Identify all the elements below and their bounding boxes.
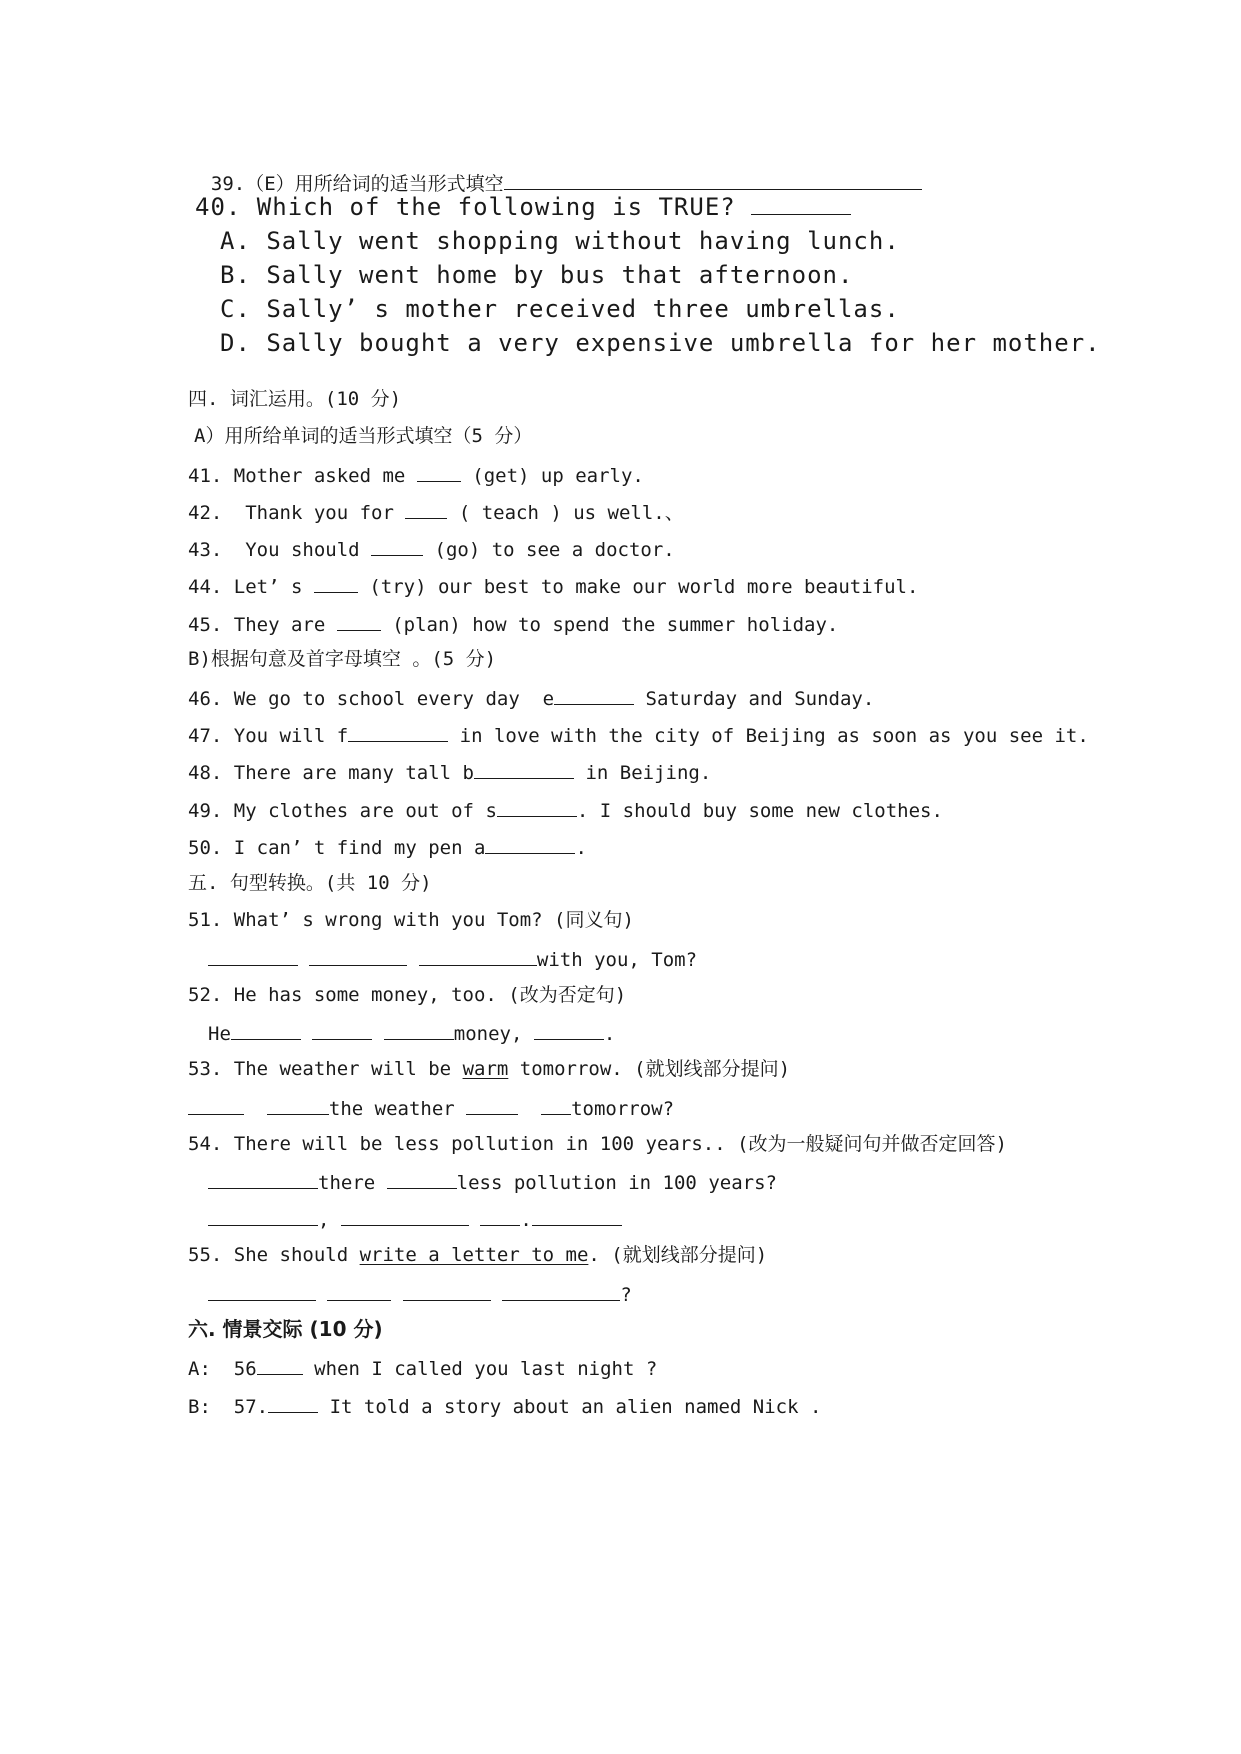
section-4-title: 四. 词汇运用。(10 分) bbox=[188, 388, 402, 410]
answer-blank[interactable] bbox=[384, 1019, 454, 1040]
question-39 bbox=[188, 143, 922, 197]
q53-underlined: warm bbox=[462, 1058, 509, 1080]
answer-blank[interactable] bbox=[309, 945, 407, 966]
answer-blank[interactable] bbox=[208, 1168, 318, 1189]
question-45: 45. They are (plan) how to spend the summer holiday. bbox=[188, 610, 838, 638]
question-52: 52. He has some money, too. (改为否定句) bbox=[188, 984, 627, 1006]
answer-blank[interactable] bbox=[327, 1280, 391, 1301]
answer-blank[interactable] bbox=[337, 610, 381, 631]
q55-underlined: write a letter to me bbox=[359, 1244, 589, 1266]
section-4-part-b: B)根据句意及首字母填空 。(5 分) bbox=[188, 648, 497, 670]
q54-answer-line-1: there less pollution in 100 years? bbox=[208, 1168, 777, 1196]
answer-blank[interactable] bbox=[622, 169, 922, 190]
question-49: 49. My clothes are out of s . I should buy some new clothes. bbox=[188, 796, 943, 824]
question-51: 51. What’ s wrong with you Tom? (同义句) bbox=[188, 909, 634, 931]
answer-blank[interactable] bbox=[257, 1354, 303, 1375]
q40-stem-text: 40. Which of the following is TRUE? bbox=[195, 193, 736, 221]
question-48: 48. There are many tall b in Beijing. bbox=[188, 758, 711, 786]
answer-blank[interactable] bbox=[267, 1094, 329, 1115]
section-6-title: 六. 情景交际 (10 分) bbox=[188, 1317, 383, 1341]
answer-blank[interactable] bbox=[534, 1019, 604, 1040]
question-53: 53. The weather will be warm tomorrow. (就划线部分提问) bbox=[188, 1058, 791, 1080]
question-43: 43. You should (go) to see a doctor. bbox=[188, 535, 675, 563]
answer-blank[interactable] bbox=[208, 1280, 316, 1301]
q54-answer-line-2: , . bbox=[208, 1205, 622, 1233]
question-55: 55. She should write a letter to me. (就划线部分提问) bbox=[188, 1244, 768, 1266]
question-54: 54. There will be less pollution in 100 years.. (改为一般疑问句并做否定回答) bbox=[188, 1133, 1007, 1155]
answer-blank[interactable] bbox=[485, 833, 575, 854]
answer-blank[interactable] bbox=[541, 1094, 571, 1115]
answer-blank[interactable] bbox=[502, 1280, 620, 1301]
answer-blank[interactable] bbox=[474, 758, 574, 779]
answer-blank[interactable] bbox=[341, 1205, 469, 1226]
answer-blank[interactable] bbox=[751, 190, 851, 215]
answer-blank[interactable] bbox=[554, 684, 634, 705]
q39-label: 39.（E）用所给词的适当形式填空 bbox=[210, 173, 504, 195]
answer-blank[interactable] bbox=[314, 572, 358, 593]
q40-option-d: D. Sally bought a very expensive umbrella for her mother. bbox=[220, 329, 1101, 357]
answer-blank[interactable] bbox=[480, 1205, 520, 1226]
question-40-stem bbox=[195, 190, 851, 223]
q40-option-a: A. Sally went shopping without having lunch. bbox=[220, 227, 900, 255]
answer-blank[interactable] bbox=[419, 945, 537, 966]
answer-blank[interactable] bbox=[417, 461, 461, 482]
answer-blank[interactable] bbox=[405, 498, 447, 519]
q40-option-c: C. Sally’ s mother received three umbrellas. bbox=[220, 295, 900, 323]
answer-blank[interactable] bbox=[208, 945, 298, 966]
answer-blank[interactable] bbox=[231, 1019, 301, 1040]
answer-blank[interactable] bbox=[466, 1094, 518, 1115]
q51-answer-line: with you, Tom? bbox=[208, 945, 697, 973]
answer-blank[interactable] bbox=[312, 1019, 372, 1040]
question-44: 44. Let’ s (try) our best to make our world more beautiful. bbox=[188, 572, 918, 600]
section-5-title: 五. 句型转换。(共 10 分) bbox=[188, 872, 432, 894]
answer-blank[interactable] bbox=[208, 1205, 318, 1226]
dialogue-line-b: B: 57. It told a story about an alien named Nick . bbox=[188, 1392, 821, 1420]
question-41: 41. Mother asked me (get) up early. bbox=[188, 461, 644, 489]
section-4-part-a: A）用所给单词的适当形式填空（5 分） bbox=[194, 425, 533, 447]
q40-option-b: B. Sally went home by bus that afternoon. bbox=[220, 261, 854, 289]
answer-blank[interactable] bbox=[504, 169, 622, 190]
question-50: 50. I can’ t find my pen a . bbox=[188, 833, 587, 861]
dialogue-line-a: A: 56 when I called you last night ? bbox=[188, 1354, 657, 1382]
question-46: 46. We go to school every day e Saturday and Sunday. bbox=[188, 684, 874, 712]
answer-blank[interactable] bbox=[387, 1168, 457, 1189]
answer-blank[interactable] bbox=[532, 1205, 622, 1226]
answer-blank[interactable] bbox=[188, 1094, 244, 1115]
q52-answer-line: He money, . bbox=[208, 1019, 615, 1047]
answer-blank[interactable] bbox=[497, 796, 577, 817]
answer-blank[interactable] bbox=[348, 721, 448, 742]
answer-blank[interactable] bbox=[403, 1280, 491, 1301]
q53-answer-line: the weather tomorrow? bbox=[188, 1094, 674, 1122]
answer-blank[interactable] bbox=[268, 1392, 318, 1413]
q55-answer-line: ? bbox=[208, 1280, 632, 1308]
answer-blank[interactable] bbox=[371, 535, 423, 556]
question-47: 47. You will f in love with the city of Beijing as soon as you see it. bbox=[188, 721, 1089, 749]
question-42: 42. Thank you for ( teach ) us well.、 bbox=[188, 498, 684, 526]
